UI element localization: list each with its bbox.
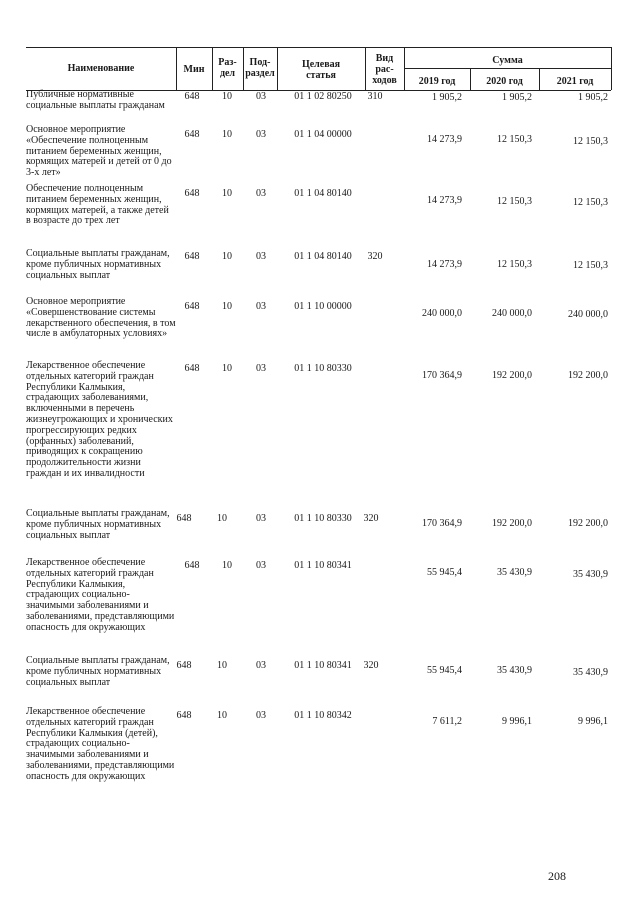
- row-name: Публичные нормативные социальные выплаты гражданам: [26, 89, 165, 111]
- row-sum-2019: 170 364,9: [422, 518, 462, 529]
- row-min: 648: [176, 513, 192, 524]
- header-name: Наименование: [67, 63, 135, 74]
- row-celevaya: 01 1 04 00000: [294, 129, 352, 140]
- row-sum-2019: 14 273,9: [427, 259, 462, 270]
- header-summa: Сумма: [492, 55, 523, 66]
- row-sum-2020: 12 150,3: [497, 134, 532, 145]
- header-2021: 2021 год: [556, 76, 594, 87]
- row-podrazdel: 03: [256, 251, 266, 262]
- row-sum-2019: 14 273,9: [427, 134, 462, 145]
- page-number: 208: [548, 869, 566, 883]
- row-sum-2020: 240 000,0: [492, 308, 532, 319]
- row-name: Социальные выплаты гражданам, кроме публичных нормативных социальных выплат: [26, 248, 170, 281]
- row-sum-2021: 12 150,3: [573, 136, 608, 147]
- row-celevaya: 01 1 10 80342: [294, 710, 352, 721]
- row-razdel: 10: [222, 129, 232, 140]
- row-min: 648: [184, 91, 200, 102]
- header-podrazdel: Под- раздел: [245, 57, 275, 79]
- row-razdel: 10: [222, 301, 232, 312]
- header-2020: 2020 год: [486, 76, 523, 87]
- row-min: 648: [176, 660, 192, 671]
- header-vid: Вид рас- ходов: [372, 53, 397, 86]
- row-celevaya: 01 1 10 80330: [294, 363, 352, 374]
- header-razdel: Раз- дел: [218, 57, 237, 79]
- row-sum-2021: 1 905,2: [578, 92, 608, 103]
- row-sum-2021: 9 996,1: [578, 716, 608, 727]
- row-sum-2019: 14 273,9: [427, 195, 462, 206]
- row-sum-2021: 240 000,0: [568, 309, 608, 320]
- row-sum-2021: 12 150,3: [573, 197, 608, 208]
- row-sum-2021: 35 430,9: [573, 667, 608, 678]
- row-vid: 320: [363, 660, 379, 671]
- row-celevaya: 01 1 10 80330: [294, 513, 352, 524]
- row-min: 648: [184, 363, 200, 374]
- row-celevaya: 01 1 10 80341: [294, 660, 352, 671]
- row-name: Основное мероприятие «Обеспечение полноценным питанием беременных женщин, кормящих матерей и детей от 0 до 3-х лет»: [26, 124, 172, 179]
- row-min: 648: [184, 301, 200, 312]
- row-podrazdel: 03: [256, 91, 266, 102]
- header-2019: 2019 год: [418, 76, 456, 87]
- row-name: Обеспечение полноценным питанием беременных женщин, кормящих матерей, а также детей в возрасте до трех лет: [26, 183, 169, 227]
- row-sum-2019: 170 364,9: [422, 370, 462, 381]
- row-razdel: 10: [222, 363, 232, 374]
- row-name: Лекарственное обеспечение отдельных категорий граждан Республики Калмыкия (детей), страдающих социально-значимыми заболеваниями и заболеваниями, представляющими опасность для окружающих: [26, 706, 175, 782]
- row-celevaya: 01 1 10 80341: [294, 560, 352, 571]
- row-sum-2019: 1 905,2: [432, 92, 462, 103]
- row-vid: 320: [363, 513, 379, 524]
- row-podrazdel: 03: [256, 363, 266, 374]
- row-razdel: 10: [222, 188, 232, 199]
- row-sum-2021: 35 430,9: [573, 569, 608, 580]
- row-sum-2019: 240 000,0: [422, 308, 462, 319]
- row-razdel: 10: [217, 513, 227, 524]
- row-sum-2021: 192 200,0: [568, 518, 608, 529]
- row-celevaya: 01 1 04 80140: [294, 251, 352, 262]
- row-min: 648: [184, 251, 200, 262]
- row-sum-2019: 55 945,4: [427, 665, 462, 676]
- row-celevaya: 01 1 02 80250: [294, 91, 352, 102]
- row-name: Основное мероприятие «Совершенствование системы лекарственного обеспечения, в том числе в амбулаторных условиях»: [26, 296, 176, 340]
- row-podrazdel: 03: [256, 710, 266, 721]
- row-podrazdel: 03: [256, 301, 266, 312]
- row-podrazdel: 03: [256, 560, 266, 571]
- row-sum-2020: 192 200,0: [492, 370, 532, 381]
- header-vline: [611, 47, 612, 90]
- row-name: Социальные выплаты гражданам, кроме публичных нормативных социальных выплат: [26, 508, 170, 541]
- row-celevaya: 01 1 10 00000: [294, 301, 352, 312]
- row-sum-2020: 35 430,9: [497, 665, 532, 676]
- row-name: Социальные выплаты гражданам, кроме публичных нормативных социальных выплат: [26, 655, 170, 688]
- row-celevaya: 01 1 04 80140: [294, 188, 352, 199]
- row-min: 648: [184, 188, 200, 199]
- row-sum-2021: 12 150,3: [573, 260, 608, 271]
- row-sum-2020: 12 150,3: [497, 196, 532, 207]
- header-top-rule: [26, 47, 611, 48]
- row-min: 648: [176, 710, 192, 721]
- row-sum-2019: 7 611,2: [432, 716, 462, 727]
- row-sum-2020: 192 200,0: [492, 518, 532, 529]
- row-min: 648: [184, 129, 200, 140]
- row-vid: 310: [367, 91, 383, 102]
- row-razdel: 10: [217, 660, 227, 671]
- row-razdel: 10: [222, 560, 232, 571]
- row-podrazdel: 03: [256, 513, 266, 524]
- row-sum-2019: 55 945,4: [427, 567, 462, 578]
- row-razdel: 10: [217, 710, 227, 721]
- summa-divider-rule: [404, 68, 611, 69]
- row-min: 648: [184, 560, 200, 571]
- row-podrazdel: 03: [256, 660, 266, 671]
- row-name: Лекарственное обеспечение отдельных категорий граждан Республики Калмыкия, страдающих заболеваниями, включенными в перечень жизнеугрожающих и хронических прогрессирующих редких (орфанных) заболеваний, приводящих к сокращению продолжительности жизни граждан и их инвалидности: [26, 360, 173, 479]
- row-razdel: 10: [222, 251, 232, 262]
- row-podrazdel: 03: [256, 129, 266, 140]
- header-celevaya: Целевая статья: [301, 59, 341, 81]
- row-sum-2020: 35 430,9: [497, 567, 532, 578]
- row-razdel: 10: [222, 91, 232, 102]
- row-sum-2021: 192 200,0: [568, 370, 608, 381]
- row-sum-2020: 1 905,2: [502, 92, 532, 103]
- row-vid: 320: [367, 251, 383, 262]
- row-name: Лекарственное обеспечение отдельных категорий граждан Республики Калмыкия, страдающих социально-значимыми заболеваниями и заболеваниями, представляющими опасность для окружающих: [26, 557, 175, 633]
- row-sum-2020: 12 150,3: [497, 259, 532, 270]
- row-sum-2020: 9 996,1: [502, 716, 532, 727]
- row-podrazdel: 03: [256, 188, 266, 199]
- header-min: Мин: [183, 64, 205, 75]
